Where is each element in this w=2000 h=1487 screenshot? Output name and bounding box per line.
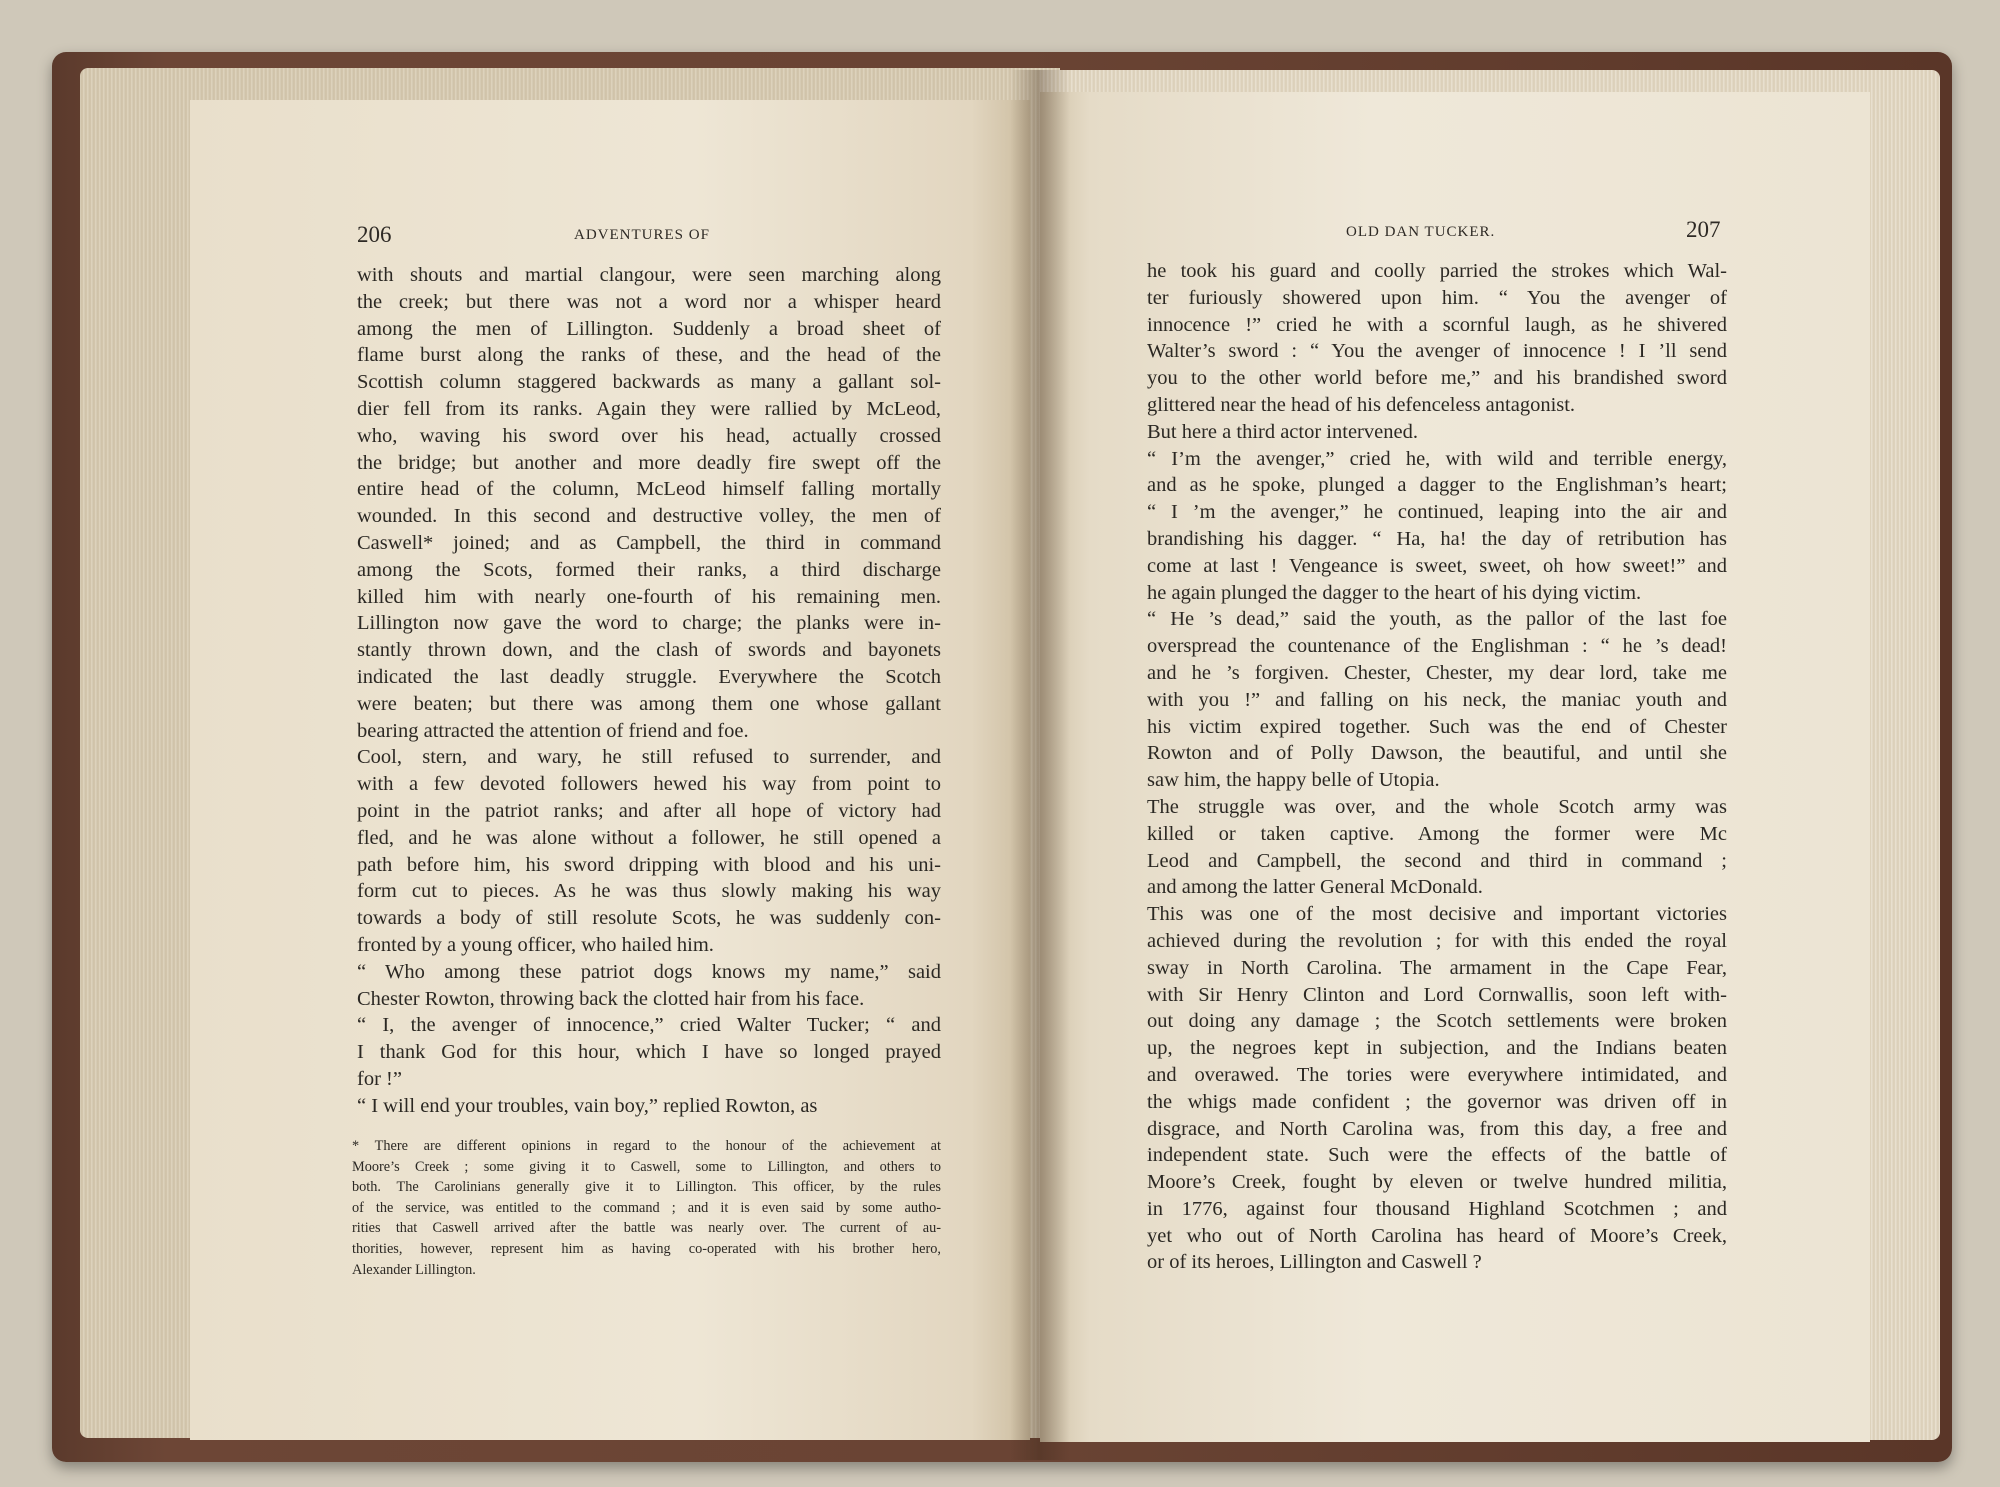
text-line: in 1776, against four thousand Highland Scotchmen ; and [1147, 1197, 1727, 1220]
text-line: glittered near the head of his defenceless antagonist. [1147, 393, 1576, 416]
text-line: with Sir Henry Clinton and Lord Cornwallis, soon left with- [1147, 983, 1727, 1006]
text-line: indicated the last deadly struggle. Everywhere the Scotch [357, 665, 941, 688]
text-line: he again plunged the dagger to the heart of his dying victim. [1147, 581, 1642, 604]
text-line: Cool, stern, and wary, he still refused to surrender, and [357, 746, 941, 769]
right-running-head: OLD DAN TUCKER. [1346, 224, 1496, 240]
left-page-number: 206 [357, 222, 392, 247]
text-line: wounded. In this second and destructive volley, the men of [357, 505, 941, 528]
text-line: “ I, the avenger of innocence,” cried Walter Tucker; “ and [357, 1014, 941, 1037]
text-line: bearing attracted the attention of friend and foe. [357, 719, 749, 742]
text-line: disgrace, and North Carolina was, from this day, a free and [1147, 1117, 1727, 1140]
text-line: achieved during the revolution ; for with this ended the royal [1147, 929, 1727, 952]
text-line: “ He ’s dead,” said the youth, as the pallor of the last foe [1147, 608, 1727, 631]
text-line: and he ’s forgiven. Chester, Chester, my dear lord, take me [1147, 661, 1727, 684]
book-spine-gutter [1010, 70, 1070, 1460]
text-line: rities that Caswell arrived after the battle was nearly over. The current of au- [352, 1220, 941, 1237]
text-line: Caswell* joined; and as Campbell, the third in command [357, 531, 941, 554]
text-line: among the Scots, formed their ranks, a third discharge [357, 558, 941, 581]
text-line: “ I will end your troubles, vain boy,” replied Rowton, as [357, 1094, 818, 1117]
text-line: sway in North Carolina. The armament in the Cape Fear, [1147, 956, 1727, 979]
text-line: stantly thrown down, and the clash of swords and bayonets [357, 639, 941, 662]
text-line: * There are different opinions in regard to the honour of the achievement at [352, 1138, 941, 1154]
text-line: entire head of the column, McLeod himself falling mortally [357, 478, 941, 501]
text-line: who, waving his sword over his head, actually crossed [357, 424, 941, 447]
text-line: with shouts and martial clangour, were seen marching along [357, 264, 941, 286]
text-line: Lillington now gave the word to charge; the planks were in- [357, 612, 941, 635]
text-line: But here a third actor intervened. [1147, 420, 1418, 443]
text-line: Walter’s sword : “ You the avenger of innocence ! I ’ll send [1147, 340, 1727, 363]
text-line: both. The Carolinians generally give it to Lillington. This officer, by the rules [352, 1179, 941, 1196]
text-line: overspread the countenance of the Englishman : “ he ’s dead! [1147, 635, 1727, 658]
text-line: brandishing his dagger. “ Ha, ha! the day of retribution has [1147, 527, 1727, 550]
text-line: or of its heroes, Lillington and Caswell ? [1147, 1251, 1482, 1274]
left-page-footnote [352, 1136, 941, 1280]
text-line: I thank God for this hour, which I have so longed prayed [357, 1041, 941, 1064]
text-line: killed or taken captive. Among the former were Mc [1147, 822, 1727, 845]
text-line: Chester Rowton, throwing back the clotted hair from his face. [357, 987, 865, 1010]
text-line: the creek; but there was not a word nor a whisper heard [357, 290, 941, 313]
right-page-body [1147, 258, 1727, 1276]
text-line: he took his guard and coolly parried the strokes which Wal- [1147, 260, 1727, 282]
text-line: come at last ! Vengeance is sweet, sweet, oh how sweet!” and [1147, 554, 1727, 577]
left-page-body [357, 262, 941, 1120]
text-line: out doing any damage ; the Scotch settlements were broken [1147, 1010, 1727, 1033]
text-line: and among the latter General McDonald. [1147, 876, 1483, 899]
text-line: with a few devoted followers hewed his way from point to [357, 773, 941, 796]
text-line: yet who out of North Carolina has heard of Moore’s Creek, [1147, 1224, 1727, 1247]
right-page-number: 207 [1686, 217, 1721, 242]
text-line: “ I’m the avenger,” cried he, with wild and terrible energy, [1147, 447, 1727, 470]
text-line: innocence !” cried he with a scornful laugh, as he shivered [1147, 313, 1727, 336]
text-line: dier fell from its ranks. Again they were rallied by McLeod, [357, 397, 941, 420]
text-line: Rowton and of Polly Dawson, the beautiful, and until she [1147, 742, 1727, 765]
text-line: killed him with nearly one-fourth of his remaining men. [357, 585, 941, 608]
text-line: Moore’s Creek ; some giving it to Caswell, some to Lillington, and others to [352, 1158, 941, 1175]
text-line: Leod and Campbell, the second and third in command ; [1147, 849, 1727, 872]
text-line: The struggle was over, and the whole Scotch army was [1147, 795, 1727, 818]
text-line: ter furiously showered upon him. “ You the avenger of [1147, 286, 1727, 309]
text-line: the whigs made confident ; the governor was driven off in [1147, 1090, 1727, 1113]
text-line: This was one of the most decisive and important victories [1147, 903, 1727, 926]
text-line: saw him, the happy belle of Utopia. [1147, 769, 1440, 792]
left-running-head: ADVENTURES OF [574, 227, 710, 243]
text-line: Alexander Lillington. [352, 1261, 476, 1278]
text-line: his victim expired together. Such was the end of Chester [1147, 715, 1727, 738]
text-line: and overawed. The tories were everywhere intimidated, and [1147, 1063, 1727, 1086]
text-line: fronted by a young officer, who hailed him. [357, 933, 714, 956]
text-line: flame burst along the ranks of these, and the head of the [357, 344, 941, 367]
text-line: form cut to pieces. As he was thus slowly making his way [357, 880, 941, 903]
text-line: with you !” and falling on his neck, the maniac youth and [1147, 688, 1727, 711]
text-line: you to the other world before me,” and his brandished sword [1147, 367, 1727, 390]
text-line: towards a body of still resolute Scots, he was suddenly con- [357, 907, 941, 930]
text-line: path before him, his sword dripping with blood and his uni- [357, 853, 941, 876]
text-line: “ I ’m the avenger,” he continued, leaping into the air and [1147, 501, 1727, 524]
text-line: point in the patriot ranks; and after all hope of victory had [357, 799, 941, 822]
text-line: Moore’s Creek, fought by eleven or twelve hundred militia, [1147, 1171, 1727, 1194]
text-line: the bridge; but another and more deadly fire swept off the [357, 451, 941, 474]
text-line: of the service, was entitled to the command ; and it is even said by some autho- [352, 1199, 941, 1216]
text-line: among the men of Lillington. Suddenly a broad sheet of [357, 317, 941, 340]
text-line: up, the negroes kept in subjection, and the Indians beaten [1147, 1037, 1727, 1060]
text-line: for !” [357, 1067, 402, 1090]
text-line: Scottish column staggered backwards as many a gallant sol- [357, 371, 941, 394]
text-line: independent state. Such were the effects of the battle of [1147, 1144, 1727, 1167]
text-line: were beaten; but there was among them one whose gallant [357, 692, 941, 715]
text-line: “ Who among these patriot dogs knows my name,” said [357, 960, 941, 983]
text-line: fled, and he was alone without a follower, he still opened a [357, 826, 941, 849]
text-line: thorities, however, represent him as having co-operated with his brother hero, [352, 1240, 941, 1257]
text-line: and as he spoke, plunged a dagger to the Englishman’s heart; [1147, 474, 1727, 497]
